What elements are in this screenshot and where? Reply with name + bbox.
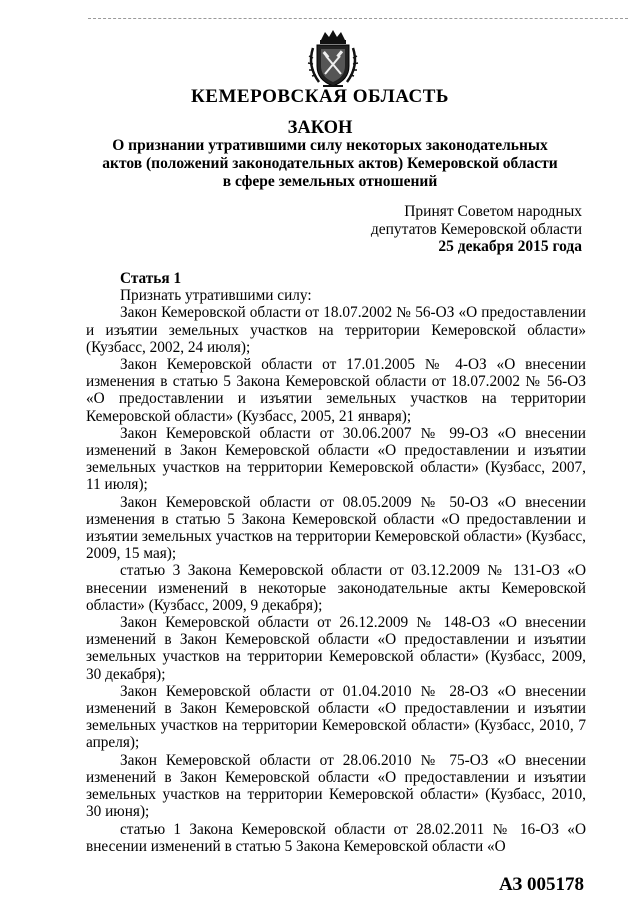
article-item: статью 1 Закона Кемеровской области от 28.02.2011 № 16-ОЗ «О внесении изменений в статью 5 Закона Кемеровской области «О xyxy=(86,820,586,855)
adoption-line-2: депутатов Кемеровской области xyxy=(370,220,582,238)
region-heading: КЕМЕРОВСКАЯ ОБЛАСТЬ xyxy=(191,86,449,107)
document-title: О признании утратившими силу некоторых законодательных актов (положений законодательных актов) Кемеровской области в сфере земельных отношений xyxy=(102,137,558,190)
article-item: Закон Кемеровской области от 01.04.2010 № 28-ОЗ «О внесении изменений в Закон Кемеровской области «О предоставлении и изъятии земельных участков на территории Кемеровской области» (Кузбасс, 2010, 7 апреля); xyxy=(86,682,586,752)
adoption-date: 25 декабря 2015 года xyxy=(438,238,582,255)
document-body xyxy=(86,270,586,855)
article-item: статью 3 Закона Кемеровской области от 03.12.2009 № 131-ОЗ «О внесении изменений в некоторые законодательные акты Кемеровской области» (Кузбасс, 2009, 9 декабря); xyxy=(86,562,586,614)
article-item: Закон Кемеровской области от 18.07.2002 № 56-ОЗ «О предоставлении и изъятии земельных участков на территории Кемеровской области» (Кузбасс, 2002, 24 июля); xyxy=(86,304,586,356)
article-item: Закон Кемеровской области от 17.01.2005 № 4-ОЗ «О внесении изменения в статью 5 Закона Кемеровской области от 18.07.2002 № 56-ОЗ «О предоставлении и изъятии земельных участков на территории Кемеровской области» (Кузбасс, 2005, 21 января); xyxy=(86,356,586,425)
coat-of-arms-icon xyxy=(303,28,363,90)
article-item: Закон Кемеровской области от 26.12.2009 № 148-ОЗ «О внесении изменений в Закон Кемеровской области «О предоставлении и изъятии земельных участков на территории Кемеровской области» (Кузбасс, 2009, 30 декабря); xyxy=(86,614,586,683)
adoption-line-1: Принят Советом народных xyxy=(404,203,582,220)
article-item: Закон Кемеровской области от 08.05.2009 № 50-ОЗ «О внесении изменения в статью 5 Закона Кемеровской области «О предоставлении и изъятии земельных участков на территории Кемеровской области» (Кузбасс, 2009, 15 мая); xyxy=(86,493,586,563)
article-intro: Признать утратившими силу: xyxy=(120,287,312,305)
adoption-block xyxy=(371,203,582,256)
serial-number: АЗ 005178 xyxy=(498,874,584,895)
article-title: Статья 1 xyxy=(120,270,182,287)
top-border-line xyxy=(88,18,628,19)
document-type: ЗАКОН xyxy=(287,118,353,138)
article-item: Закон Кемеровской области от 30.06.2007 № 99-ОЗ «О внесении изменений в Закон Кемеровской области «О предоставлении и изъятии земельных участков на территории Кемеровской области» (Кузбасс, 2007, 11 июля); xyxy=(86,424,586,494)
article-item: Закон Кемеровской области от 28.06.2010 № 75-ОЗ «О внесении изменений в Закон Кемеровской области «О предоставлении и изъятии земельных участков на территории Кемеровской области» (Кузбасс, 2010, 30 июня); xyxy=(86,751,586,821)
